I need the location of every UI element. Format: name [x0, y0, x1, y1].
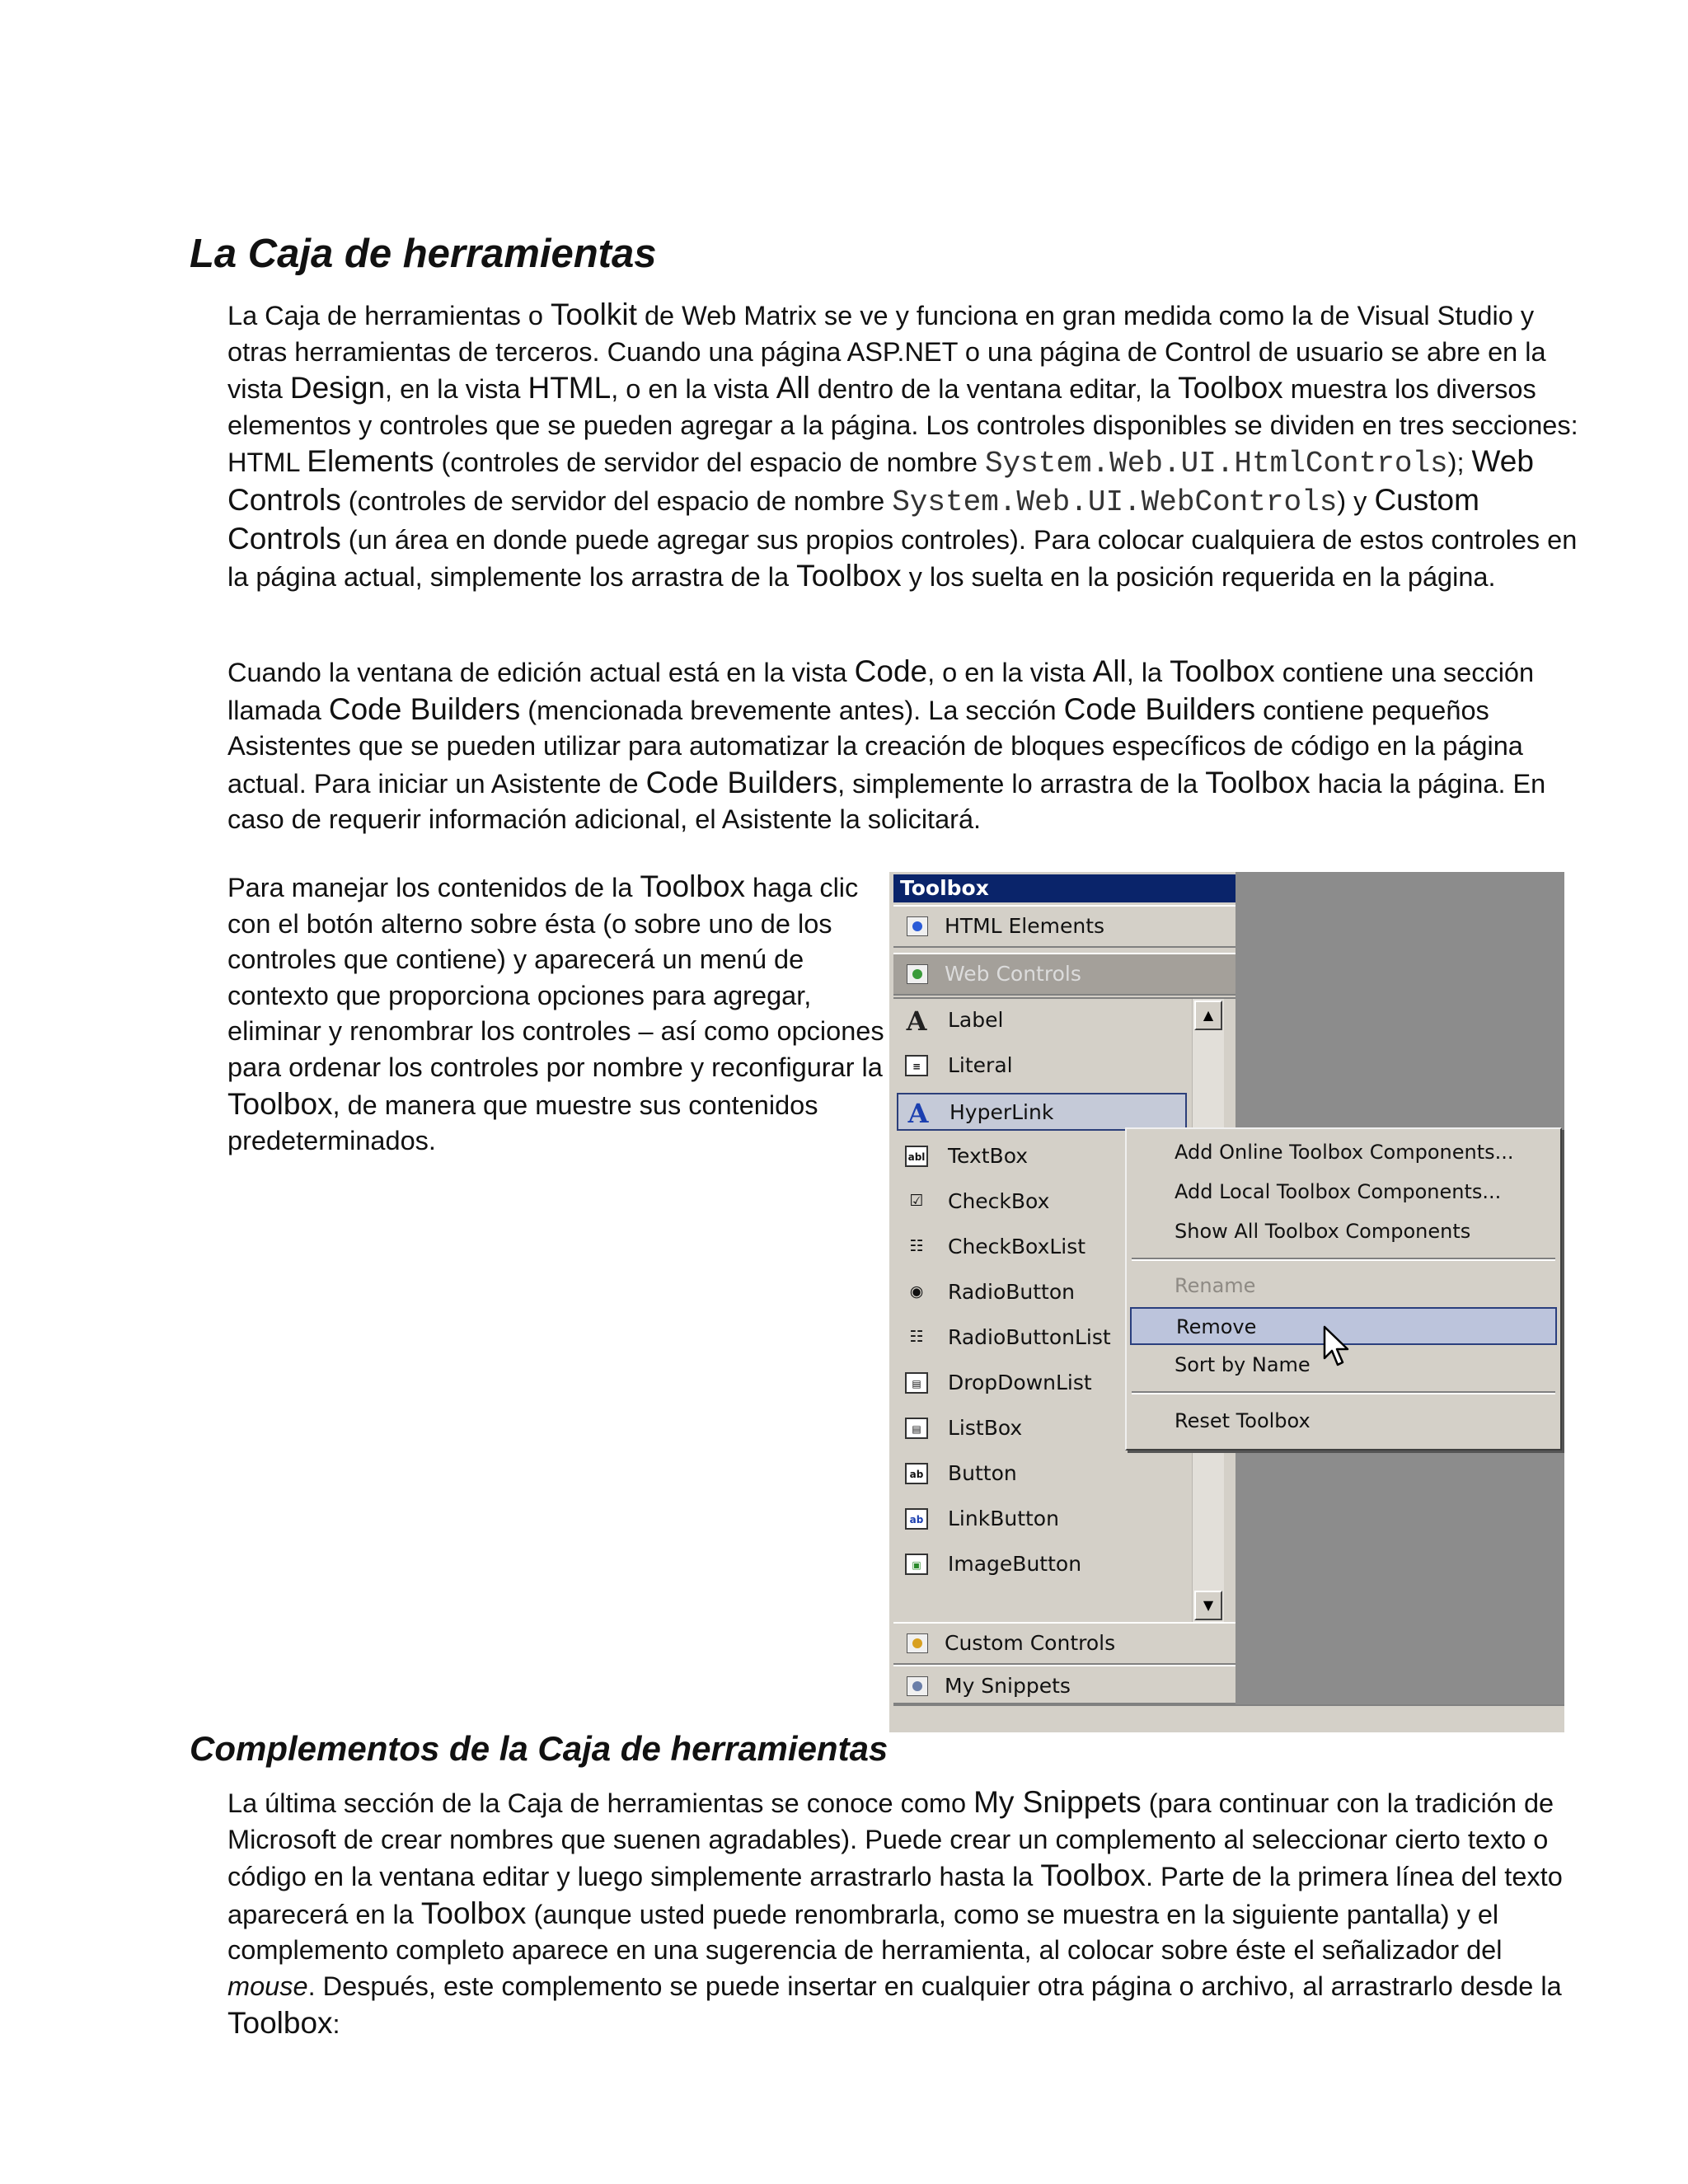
toolbox-title-bar: Toolbox [893, 874, 1236, 902]
text-run: , o en la vista [611, 374, 776, 405]
term: Toolbox [640, 869, 745, 903]
term: Custom Controls [227, 482, 1479, 555]
checkbox-icon: ☑ [909, 1192, 924, 1210]
term: Toolbox [1205, 765, 1311, 799]
text-run: La Caja de herramientas o [227, 301, 551, 330]
text-run: dentro de la ventana editar, la [809, 374, 1179, 405]
menu-rename[interactable]: Rename [1175, 1274, 1256, 1297]
web-controls-icon [907, 964, 928, 984]
section-html-elements-label: HTML Elements [945, 914, 1105, 938]
listbox-icon: ▤ [905, 1418, 928, 1439]
term: Toolbox [227, 2005, 333, 2040]
hyperlink-icon: A [907, 1098, 929, 1129]
dropdownlist-icon: ▤ [905, 1372, 928, 1394]
item-label: CheckBoxList [948, 1235, 1086, 1258]
text-run: (para continuar con la tradición de Microsoft de crear nombres que suenen agradables). Puede crear un complemento al seleccionar cierto texto o código en la ventana editar y luego simplemente arrastrarlo hasta la [227, 1788, 1554, 1892]
imagebutton-icon: ▣ [905, 1554, 928, 1575]
term: HTML [528, 371, 612, 405]
item-label: RadioButton [948, 1280, 1075, 1304]
term: Code Builders [328, 691, 521, 726]
section-title: La Caja de herramientas [190, 232, 657, 276]
term: mouse [227, 1971, 308, 2001]
item-label: TextBox [948, 1144, 1029, 1168]
section-my-snippets-label: My Snippets [945, 1674, 1071, 1698]
text-run: , la [1126, 658, 1170, 687]
text-run: (aunque usted puede renombrarla, como se muestra en la siguiente pantalla) y el complemento completo aparece en una sugerencia de herramienta, al colocar sobre éste el señalizador del [227, 1899, 1503, 1966]
scroll-down-icon[interactable]: ▼ [1194, 1591, 1222, 1620]
menu-add-local[interactable]: Add Local Toolbox Components... [1175, 1180, 1502, 1203]
item-label: CheckBox [948, 1189, 1050, 1213]
html-elements-icon [907, 916, 928, 936]
toolbox-status-bar [893, 1704, 1564, 1732]
item-label: HyperLink [950, 1100, 1054, 1124]
text-run: muestra los diversos elementos y controles que se pueden agregar a la página. Los controles disponibles se dividen en tres secciones: HTML [227, 374, 1578, 478]
text-run: (un área en donde puede agregar sus propios controles). Para colocar cualquiera de estos controles en la página actual, simplemente los arrastra de la [227, 524, 1578, 593]
my-snippets-icon [907, 1676, 928, 1696]
text-run: (controles de servidor del espacio de nombre [434, 448, 985, 478]
textbox-icon: abl [905, 1146, 928, 1167]
text-run: contiene pequeños Asistentes que se pueden utilizar para automatizar la creación de bloques específicos de código en la página actual. Para iniciar un Asistente de [227, 695, 1523, 799]
text-run: ); [1447, 448, 1472, 478]
term: Code Builders [1063, 691, 1256, 726]
text-run: , simplemente lo arrastra de la [837, 768, 1206, 799]
text-run: haga clic con el botón alterno sobre ésta (o sobre uno de los controles que contiene) y aparecerá un menú de contexto que proporciona opciones para agregar, eliminar y renombrar los controles – así como opciones para ordenar los controles por nombre y reconfigurar la [227, 873, 884, 1082]
code-builders-paragraph [227, 654, 1579, 838]
label-icon: A [906, 1005, 927, 1037]
term: Elements [307, 444, 434, 479]
radiobuttonlist-icon: ☷ [909, 1328, 924, 1346]
checkboxlist-icon: ☷ [909, 1237, 924, 1255]
list-item-hyperlink[interactable] [897, 1093, 1187, 1131]
term: Toolbox [227, 1086, 333, 1121]
term: Toolkit [551, 298, 637, 331]
text-run: , o en la vista [927, 658, 1093, 687]
literal-icon: ≡ [905, 1055, 928, 1076]
term: Toolbox [1170, 654, 1275, 688]
code-namespace: System.Web.UI.HtmlControls [984, 447, 1448, 481]
section-web-controls-label: Web Controls [945, 962, 1081, 986]
text-run: hacia la página. En caso de requerir información adicional, el Asistente la solicitará. [227, 768, 1546, 835]
item-label: Label [948, 1008, 1004, 1032]
manage-toolbox-paragraph [227, 869, 887, 1160]
text-run: La última sección de la Caja de herramientas se conoce como [227, 1788, 974, 1818]
term: Toolbox [420, 1896, 527, 1930]
section-custom-controls-label: Custom Controls [945, 1631, 1116, 1655]
item-label: DropDownList [948, 1371, 1092, 1394]
section-custom-controls[interactable] [893, 1622, 1236, 1665]
text-run: : [332, 2008, 340, 2039]
text-run: y los suelta en la posición requerida en la página. [901, 562, 1496, 593]
button-icon: ab [905, 1463, 928, 1484]
item-label: ListBox [948, 1416, 1023, 1440]
snippets-paragraph [227, 1784, 1579, 2042]
term: Toolbox [1040, 1858, 1146, 1893]
text-run: de Web Matrix se ve y funciona en gran medida como la de Visual Studio y otras herramientas de terceros. Cuando una página ASP.NET o una página de Control de usuario se abre en la vista [227, 301, 1546, 405]
menu-add-online[interactable]: Add Online Toolbox Components... [1175, 1141, 1514, 1164]
menu-separator [1132, 1391, 1555, 1394]
scroll-up-icon[interactable]: ▲ [1194, 1001, 1222, 1030]
term: Toolbox [1178, 371, 1283, 405]
item-label: Button [948, 1461, 1017, 1485]
term: Code Builders [645, 765, 838, 799]
intro-paragraph [227, 297, 1579, 596]
term: My Snippets [973, 1785, 1142, 1819]
text-run: , en la vista [385, 374, 528, 405]
list-item-imagebutton[interactable] [897, 1546, 1187, 1584]
term: All [776, 371, 810, 405]
term: Toolbox [796, 559, 902, 593]
list-item-button[interactable] [897, 1455, 1187, 1493]
item-label: Literal [948, 1053, 1013, 1077]
toolbox-screenshot [889, 872, 1564, 1732]
menu-show-all[interactable]: Show All Toolbox Components [1175, 1220, 1471, 1243]
custom-controls-icon [907, 1633, 928, 1653]
section-web-controls[interactable] [893, 953, 1236, 996]
list-item-label[interactable] [897, 1002, 1187, 1040]
linkbutton-icon: ab [905, 1508, 928, 1530]
text-run: Para manejar los contenidos de la [227, 873, 640, 902]
text-run: . Parte de la primera línea del texto aparecerá en la [227, 1862, 1563, 1929]
mouse-pointer-icon [1323, 1325, 1354, 1370]
menu-separator [1132, 1258, 1555, 1261]
list-item-linkbutton[interactable] [897, 1501, 1187, 1539]
term: Code [854, 654, 928, 688]
text-run: contiene una sección llamada [227, 658, 1535, 725]
term: All [1092, 654, 1127, 688]
context-menu [1125, 1127, 1562, 1451]
text-run: ) y [1337, 485, 1375, 516]
code-namespace: System.Web.UI.WebControls [892, 485, 1338, 519]
radiobutton-icon: ◉ [909, 1282, 924, 1301]
text-run: (mencionada brevemente antes). La sección [520, 695, 1064, 725]
text-run: (controles de servidor del espacio de nombre [340, 485, 893, 516]
menu-sort[interactable]: Sort by Name [1175, 1353, 1311, 1376]
section-2-title: Complementos de la Caja de herramientas [190, 1729, 889, 1768]
term: Web Controls [227, 444, 1534, 517]
menu-remove[interactable]: Remove [1130, 1307, 1557, 1345]
item-label: LinkButton [948, 1507, 1059, 1530]
item-label: RadioButtonList [948, 1325, 1111, 1349]
text-run: . Después, este complemento se puede insertar en cualquier otra página o archivo, al arrastrarlo desde la [307, 1971, 1562, 2001]
list-item-literal[interactable] [897, 1047, 1187, 1085]
term: Design [289, 371, 386, 405]
item-label: ImageButton [948, 1552, 1082, 1576]
section-my-snippets[interactable] [893, 1665, 1236, 1704]
text-run: Cuando la ventana de edición actual está en la vista [227, 658, 855, 687]
menu-reset[interactable]: Reset Toolbox [1175, 1409, 1311, 1432]
text-run: , de manera que muestre sus contenidos predeterminados. [227, 1090, 818, 1156]
section-html-elements[interactable] [893, 905, 1236, 948]
